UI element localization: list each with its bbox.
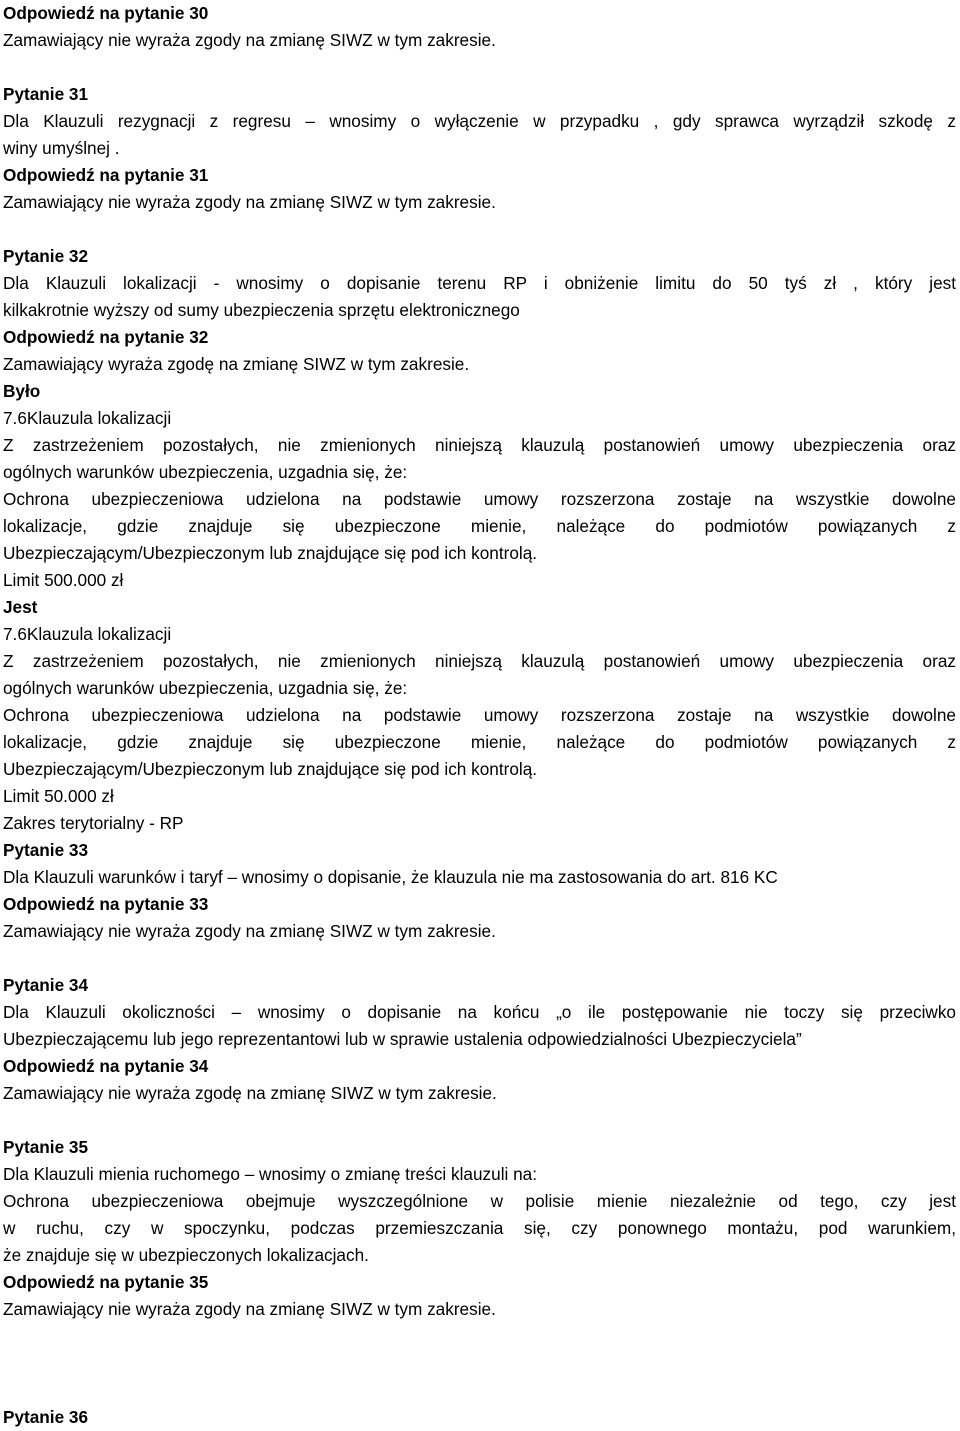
answer-heading-34: Odpowiedź na pytanie 34 xyxy=(3,1056,209,1076)
question-heading-35: Pytanie 35 xyxy=(3,1137,89,1157)
question-heading-32: Pytanie 32 xyxy=(3,246,89,266)
document-page xyxy=(3,0,956,1431)
question-heading-33: Pytanie 33 xyxy=(3,840,89,860)
spacer xyxy=(3,1323,956,1404)
question-text-32-line-2: kilkakrotnie wyższy od sumy ubezpieczenia sprzętu elektronicznego xyxy=(3,300,520,320)
jest-clause-line-1: Z zastrzeżeniem pozostałych, nie zmienionych niniejszą klauzulą postanowień umowy ubezpieczenia oraz xyxy=(3,651,956,671)
jest-clause-line-4: lokalizacje, gdzie znajduje się ubezpieczone mienie, należące do podmiotów powiązanych z xyxy=(3,732,956,752)
spacer xyxy=(3,1107,956,1134)
question-text-31-line-1: Dla Klauzuli rezygnacji z regresu – wnosimy o wyłączenie w przypadku , gdy sprawca wyrządził szkodę z xyxy=(3,111,956,131)
answer-text-33: Zamawiający nie wyraża zgody na zmianę SIWZ w tym zakresie. xyxy=(3,921,496,941)
answer-heading-33: Odpowiedź na pytanie 33 xyxy=(3,894,209,914)
question-heading-31: Pytanie 31 xyxy=(3,84,89,104)
jest-clause-line-2: ogólnych warunków ubezpieczenia, uzgadnia się, że: xyxy=(3,678,408,698)
question-text-35-line-2: Ochrona ubezpieczeniowa obejmuje wyszczególnione w polisie mienie niezależnie od tego, czy jest xyxy=(3,1191,956,1211)
bylo-label: Było xyxy=(3,381,41,401)
answer-text-31: Zamawiający nie wyraża zgody na zmianę SIWZ w tym zakresie. xyxy=(3,192,496,212)
answer-heading-32: Odpowiedź na pytanie 32 xyxy=(3,327,209,347)
bylo-clause-line-1: Z zastrzeżeniem pozostałych, nie zmienionych niniejszą klauzulą postanowień umowy ubezpieczenia oraz xyxy=(3,435,956,455)
answer-text-34: Zamawiający nie wyraża zgodę na zmianę SIWZ w tym zakresie. xyxy=(3,1083,497,1103)
question-text-34-line-2: Ubezpieczającemu lub jego reprezentantowi lub w sprawie ustalenia odpowiedzialności Ubezpieczyciela” xyxy=(3,1029,802,1049)
bylo-clause-title: 7.6Klauzula lokalizacji xyxy=(3,408,172,428)
answer-heading-30: Odpowiedź na pytanie 30 xyxy=(3,3,209,23)
question-text-32-line-1: Dla Klauzuli lokalizacji - wnosimy o dopisanie terenu RP i obniżenie limitu do 50 tyś zł , który jest xyxy=(3,273,956,293)
question-text-34-line-1: Dla Klauzuli okoliczności – wnosimy o dopisanie na końcu „o ile postępowanie nie toczy się przeciwko xyxy=(3,1002,956,1022)
jest-clause-line-3: Ochrona ubezpieczeniowa udzielona na podstawie umowy rozszerzona zostaje na wszystkie dowolne xyxy=(3,705,956,725)
spacer xyxy=(3,945,956,972)
spacer xyxy=(3,216,956,243)
jest-clause-title: 7.6Klauzula lokalizacji xyxy=(3,624,172,644)
jest-clause-line-5: Ubezpieczającym/Ubezpieczonym lub znajdujące się pod ich kontrolą. xyxy=(3,759,538,779)
question-heading-36: Pytanie 36 xyxy=(3,1407,89,1427)
answer-heading-35: Odpowiedź na pytanie 35 xyxy=(3,1272,209,1292)
answer-heading-31: Odpowiedź na pytanie 31 xyxy=(3,165,209,185)
jest-scope: Zakres terytorialny - RP xyxy=(3,813,184,833)
answer-text-35: Zamawiający nie wyraża zgody na zmianę SIWZ w tym zakresie. xyxy=(3,1299,496,1319)
bylo-clause-line-3: Ochrona ubezpieczeniowa udzielona na podstawie umowy rozszerzona zostaje na wszystkie dowolne xyxy=(3,489,956,509)
question-text-35-line-4: że znajduje się w ubezpieczonych lokalizacjach. xyxy=(3,1245,369,1265)
jest-limit: Limit 50.000 zł xyxy=(3,786,114,806)
jest-label: Jest xyxy=(3,597,38,617)
question-text-31-line-2: winy umyślnej . xyxy=(3,138,120,158)
question-heading-34: Pytanie 34 xyxy=(3,975,89,995)
bylo-clause-line-2: ogólnych warunków ubezpieczenia, uzgadnia się, że: xyxy=(3,462,408,482)
question-text-35-line-1: Dla Klauzuli mienia ruchomego – wnosimy o zmianę treści klauzuli na: xyxy=(3,1164,538,1184)
bylo-limit: Limit 500.000 zł xyxy=(3,570,124,590)
bylo-clause-line-4: lokalizacje, gdzie znajduje się ubezpieczone mienie, należące do podmiotów powiązanych z xyxy=(3,516,956,536)
spacer xyxy=(3,54,956,81)
bylo-clause-line-5: Ubezpieczającym/Ubezpieczonym lub znajdujące się pod ich kontrolą. xyxy=(3,543,538,563)
answer-text-30: Zamawiający nie wyraża zgody na zmianę SIWZ w tym zakresie. xyxy=(3,30,496,50)
question-text-35-line-3: w ruchu, czy w spoczynku, podczas przemieszczania się, czy ponownego montażu, pod warunkiem, xyxy=(3,1218,956,1238)
question-text-33-line-1: Dla Klauzuli warunków i taryf – wnosimy o dopisanie, że klauzula nie ma zastosowania do art. 816 KC xyxy=(3,867,778,887)
answer-text-32: Zamawiający wyraża zgodę na zmianę SIWZ w tym zakresie. xyxy=(3,354,470,374)
